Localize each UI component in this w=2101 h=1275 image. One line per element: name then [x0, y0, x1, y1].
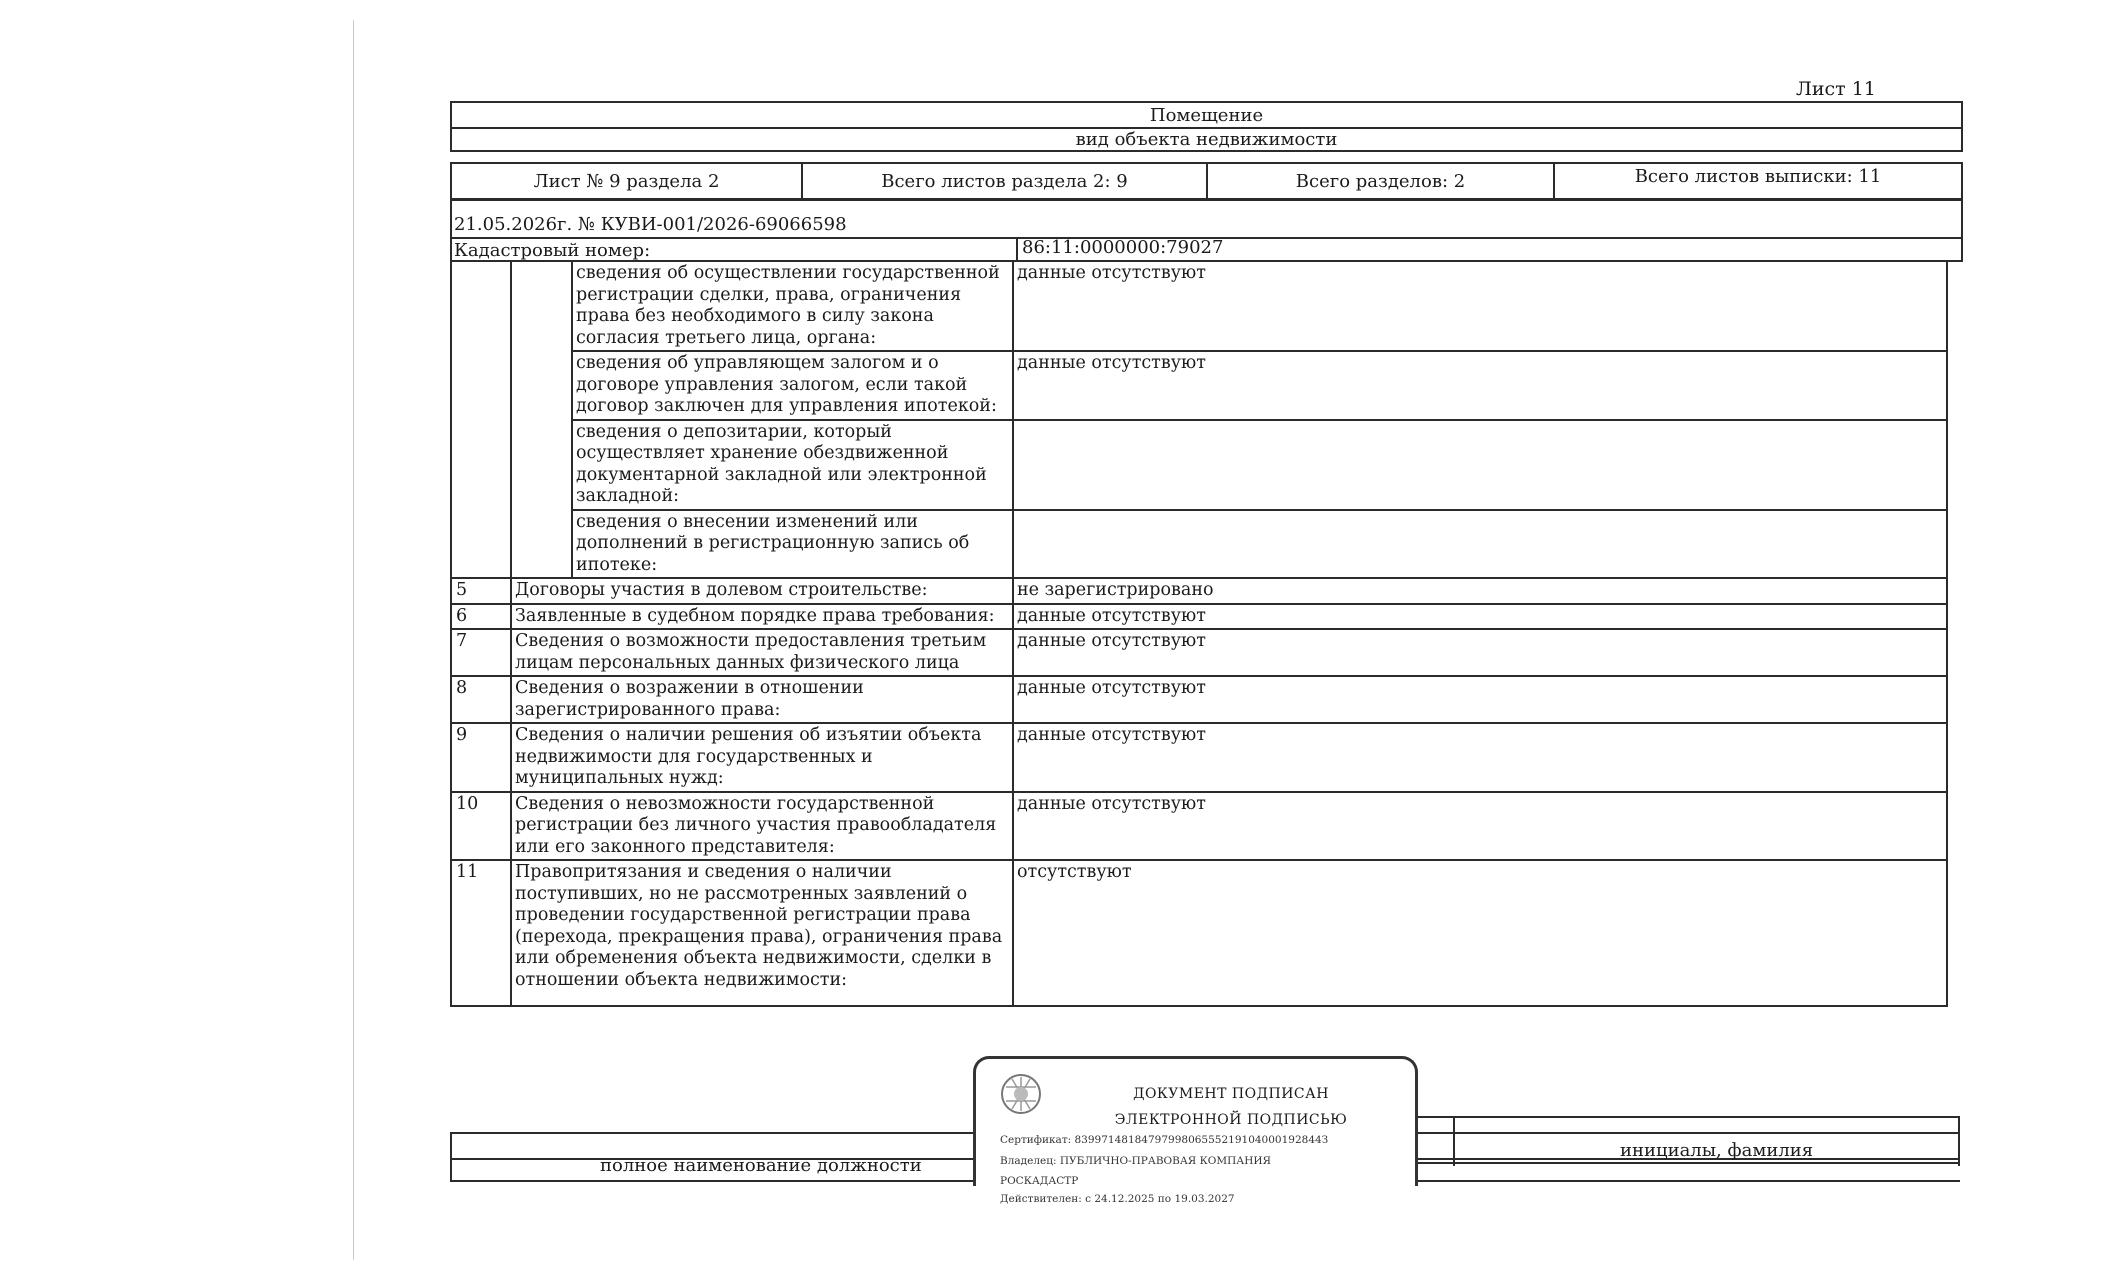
table-row [451, 629, 1947, 676]
row-label: Сведения о невозможности государственной регистрации без личного участия правообладателя или его законного представителя: [511, 792, 1013, 861]
stamp-title [1096, 1081, 1366, 1133]
row-number: 10 [451, 792, 511, 861]
stamp-title-line1: ДОКУМЕНТ ПОДПИСАН [1133, 1086, 1329, 1102]
name-caption: инициалы, фамилия [1620, 1140, 1814, 1161]
sub-row-label: сведения о внесении изменений или дополнений в регистрационную запись об ипотеке: [572, 510, 1013, 579]
details-table [450, 260, 1948, 1007]
sub-row-label: сведения о депозитарии, который осуществляет хранение обездвиженной документарной закладной или электронной закладной: [572, 420, 1013, 510]
cadastral-label: Кадастровый номер: [454, 240, 651, 261]
sub-row-label: сведения об осуществлении государственной регистрации сделки, права, ограничения права без необходимого в силу закона согласия третьего лица, органа: [572, 261, 1013, 351]
signature-name-top-line [1385, 1116, 1960, 1118]
row-label: Правопритязания и сведения о наличии поступивших, но не рассмотренных заявлений о проведении государственной регистрации права (перехода, прекращения права), ограничения права или обременения объекта недвижимости, сделки в отношении объекта недвижимости: [511, 860, 1013, 1006]
row-number: 6 [451, 604, 511, 630]
doc-ref-block [450, 198, 1963, 262]
sheet-info-sections: Всего разделов: 2 [1208, 164, 1555, 199]
sheet-number: Лист 11 [1796, 78, 1876, 100]
row-value: данные отсутствуют [1013, 676, 1947, 723]
cadastral-value: 86:11:0000000:79027 [1022, 237, 1224, 258]
row-label: Сведения о возможности предоставления третьим лицам персональных данных физического лица [511, 629, 1013, 676]
table-row [451, 604, 1947, 630]
table-row [451, 351, 1947, 420]
sub-row-value: данные отсутствуют [1013, 261, 1947, 351]
table-row [451, 860, 1947, 1006]
row-value: данные отсутствуют [1013, 723, 1947, 792]
object-type-box [450, 101, 1963, 152]
signature-name-separator [1453, 1116, 1455, 1166]
doc-ref: 21.05.2026г. № КУВИ-001/2026-69066598 [454, 214, 847, 235]
stamp-title-line2: ЭЛЕКТРОННОЙ ПОДПИСЬЮ [1114, 1112, 1348, 1128]
signature-right-border [1958, 1116, 1960, 1166]
table-row [451, 420, 1947, 510]
table-row [451, 723, 1947, 792]
stamp-owner-cont: РОСКАДАСТР [1000, 1175, 1079, 1187]
sub-row-label: сведения об управляющем залогом и о договоре управления залогом, если такой договор заключен для управления ипотекой: [572, 351, 1013, 420]
object-type-caption: вид объекта недвижимости [1075, 129, 1338, 150]
row-value: данные отсутствуют [1013, 629, 1947, 676]
table-row [451, 261, 1947, 351]
row-number: 11 [451, 860, 511, 1006]
row-label: Договоры участия в долевом строительстве: [511, 578, 1013, 604]
row-label: Заявленные в судебном порядке права требования: [511, 604, 1013, 630]
page-margin-line [353, 20, 354, 1260]
table-row [451, 510, 1947, 579]
row-number: 7 [451, 629, 511, 676]
sheet-info-section-sheet: Лист № 9 раздела 2 [452, 164, 803, 199]
row-number: 9 [451, 723, 511, 792]
row-label: Сведения о возражении в отношении зарегистрированного права: [511, 676, 1013, 723]
stamp-certificate: Сертификат: 8399714818479799806555219104000192844З [1000, 1134, 1329, 1146]
position-caption: полное наименование должности [600, 1155, 922, 1176]
signature-left-border [450, 1132, 452, 1182]
sub-row-value [1013, 510, 1947, 579]
row-value: данные отсутствуют [1013, 604, 1947, 630]
row-value: данные отсутствуют [1013, 792, 1947, 861]
table-row [451, 578, 1947, 604]
sheet-info-row [450, 162, 1963, 201]
electronic-signature-stamp: ДОКУМЕНТ ПОДПИСАН ЭЛЕКТРОННОЙ ПОДПИСЬЮ Сертификат: 8399714818479799806555219104000192844З Владелец: ПУБЛИЧНО-ПРАВОВАЯ КОМПАНИЯ РОСКАДАСТР Действителен: с 24.12.2025 по 19.03.2027 [973, 1056, 1418, 1186]
row-value: отсутствуют [1013, 860, 1947, 1006]
sheet-info-extract-total: Всего листов выписки: 11 [1634, 166, 1882, 187]
signature-name-bottom-line [1385, 1162, 1960, 1164]
sub-row-value: данные отсутствуют [1013, 351, 1947, 420]
row-value: не зарегистрировано [1013, 578, 1947, 604]
table-row [451, 792, 1947, 861]
sub-rows-num-cell [451, 261, 511, 578]
cadastral-separator [1016, 237, 1018, 262]
row-number: 5 [451, 578, 511, 604]
sheet-info-section-total: Всего листов раздела 2: 9 [803, 164, 1208, 199]
sub-rows-indent-cell [511, 261, 572, 578]
emblem-icon [1000, 1073, 1042, 1115]
row-label: Сведения о наличии решения об изъятии объекта недвижимости для государственных и муниципальных нужд: [511, 723, 1013, 792]
row-number: 8 [451, 676, 511, 723]
object-type-value: Помещение [1149, 104, 1264, 126]
stamp-owner: Владелец: ПУБЛИЧНО-ПРАВОВАЯ КОМПАНИЯ [1000, 1155, 1272, 1167]
sub-row-value [1013, 420, 1947, 510]
table-row [451, 676, 1947, 723]
